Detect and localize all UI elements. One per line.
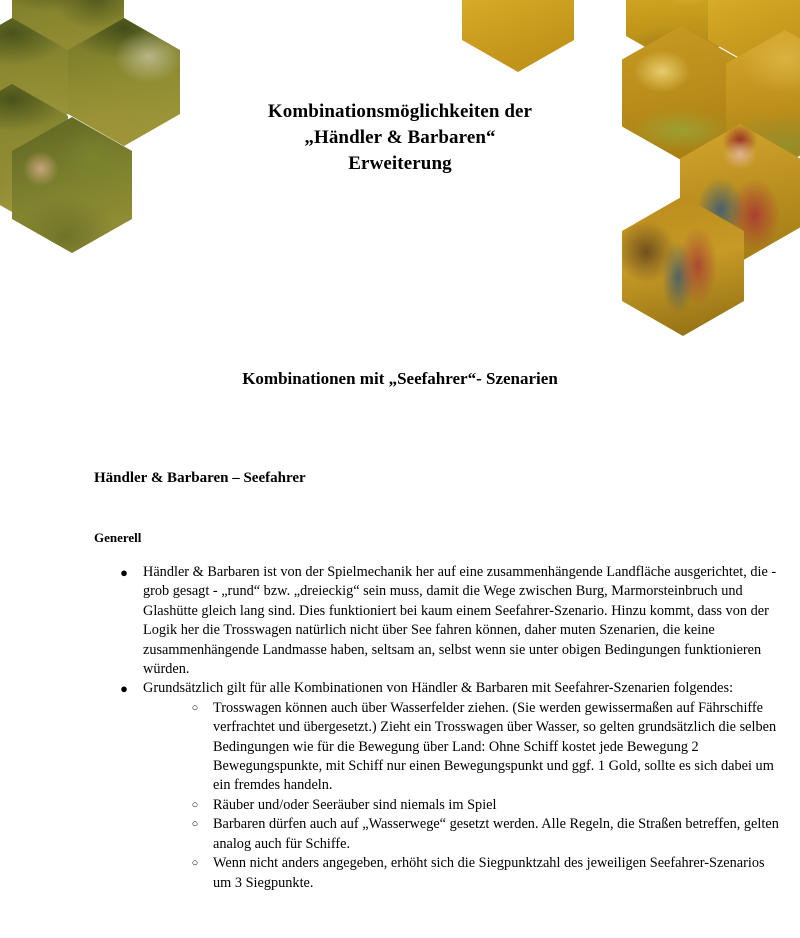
title-line-1: Kombinationsmöglichkeiten der <box>267 100 533 122</box>
bullet-text: Händler & Barbaren ist von der Spielmechanik her auf eine zusammenhängende Landfläche ausgerichtet, die - grob gesagt - „rund“ bzw. „dreieckig“ sein muss, damit die Wege zwischen Burg, Marmorsteinbruch und Glashütte gleich lang sind. Dies funktioniert bei kaum einem Seefahrer-Szenario. Hinzu kommt, dass von der Logik her die Trosswagen natürlich nicht über See fahren können, daher muten Szenarien, die keine zusammenhängende Landmasse haben, seltsam an, selbst wenn sie unter obigen Bedingungen funktionieren würden. <box>143 564 777 678</box>
sub-bullet-marker-icon: ○ <box>191 798 199 811</box>
bullet-marker-icon: ● <box>120 681 128 697</box>
list-item <box>143 796 782 815</box>
sub-bullet-text: Räuber und/oder Seeräuber sind niemals im Spiel <box>213 796 497 813</box>
bullet-text: Grundsätzlich gilt für alle Kombinationen von Händler & Barbaren mit Seefahrer-Szenarien folgendes: <box>143 680 734 697</box>
document-title <box>0 99 800 177</box>
hexagon-fill <box>12 0 124 80</box>
list-item <box>143 699 782 796</box>
sub-bullet-marker-icon: ○ <box>191 818 199 831</box>
hexagon-fill <box>626 0 738 68</box>
hexagon-fill <box>708 0 800 72</box>
hexagon-fill <box>622 196 744 336</box>
section-heading: Händler & Barbaren – Seefahrer <box>94 470 306 486</box>
bullet-marker-icon: ● <box>120 565 128 580</box>
bullet-list-level-2 <box>143 699 782 893</box>
body-content <box>0 563 800 893</box>
sub-bullet-text: Barbaren dürfen auch auf „Wasserwege“ gesetzt werden. Alle Regeln, die Straßen betreffen, gelten analog auch für Schiffe. <box>213 816 779 852</box>
title-line-2: „Händler & Barbaren“ <box>304 126 496 148</box>
sub-heading-generell: Generell <box>94 530 142 546</box>
hexagon-fill <box>462 0 574 72</box>
list-item <box>0 563 800 679</box>
hexagon-tile-forest-top <box>12 0 124 80</box>
hexagon-tile-merchant-lower <box>622 196 744 336</box>
hexagon-tile-tent-left <box>462 0 574 72</box>
bullet-list-level-1 <box>0 563 800 893</box>
title-line-3: Erweiterung <box>348 152 452 174</box>
sub-bullet-marker-icon: ○ <box>191 857 199 870</box>
sub-bullet-text: Trosswagen können auch über Wasserfelder ziehen. (Sie werden gewissermaßen auf Fährschiffe verfrachtet und übergesetzt.) Zieht ein Trosswagen über Wasser, so gelten grundsätzlich die selben Bedingungen wie für die Bewegung über Land: Ohne Schiff kostet jede Bewegung 2 Bewegungspunkte, mit Schiff nur einen Bewegungspunkt und ggf. 1 Gold, sollte es sich dabei um ein fremdes handeln. <box>213 699 777 794</box>
hexagon-tile-city-skyline <box>626 0 738 68</box>
list-item <box>0 679 800 892</box>
sub-bullet-marker-icon: ○ <box>191 701 199 714</box>
list-item <box>143 815 782 854</box>
document-subtitle: Kombinationen mit „Seefahrer“- Szenarien <box>242 369 558 389</box>
sub-bullet-text: Wenn nicht anders angegeben, erhöht sich die Siegpunktzahl des jeweiligen Seefahrer-Szenarios um 3 Siegpunkte. <box>213 855 765 891</box>
list-item <box>143 854 782 893</box>
hexagon-tile-city-wall <box>708 0 800 72</box>
